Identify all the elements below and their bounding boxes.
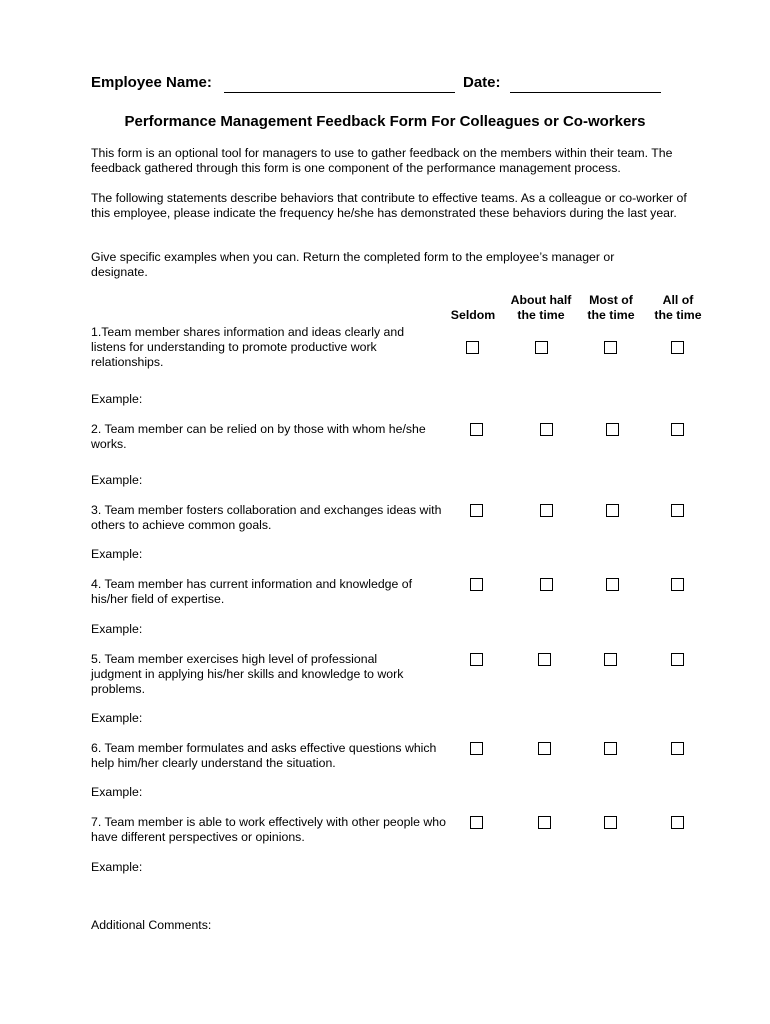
statement-7-about-half-checkbox[interactable]: [538, 816, 551, 829]
statement-6-all-checkbox[interactable]: [671, 742, 684, 755]
column-header-about-half: [505, 293, 577, 323]
statement-6-seldom-checkbox[interactable]: [470, 742, 483, 755]
statement-3-all-checkbox[interactable]: [671, 504, 684, 517]
statement-1-all-checkbox[interactable]: [671, 341, 684, 354]
statement-2-seldom-checkbox[interactable]: [470, 423, 483, 436]
statement-2: 2. Team member can be relied on by those with whom he/she works.: [91, 422, 426, 451]
statement-4-most-checkbox[interactable]: [606, 578, 619, 591]
statement-5-most-checkbox[interactable]: [604, 653, 617, 666]
intro-paragraph-2: The following statements describe behaviors that contribute to effective teams. As a colleague or co-worker of this employee, please indicate the frequency he/she has demonstrated these behaviors during the last year.: [91, 191, 687, 220]
column-header-most: [580, 293, 642, 323]
column-header-all: [648, 293, 708, 323]
statement-5: 5. Team member exercises high level of professional judgment in applying his/her skills and knowledge to work problems.: [91, 652, 404, 696]
date-field[interactable]: [510, 92, 661, 93]
statement-5-about-half-checkbox[interactable]: [538, 653, 551, 666]
statement-6: 6. Team member formulates and asks effective questions which help him/her clearly understand the situation.: [91, 741, 437, 770]
statement-5-example-label: Example:: [91, 711, 143, 725]
column-header-line: All of: [662, 293, 694, 307]
statement-2-example-label: Example:: [91, 473, 143, 487]
statement-6-about-half-checkbox[interactable]: [538, 742, 551, 755]
statement-7-all-checkbox[interactable]: [671, 816, 684, 829]
statement-6-example-label: Example:: [91, 785, 143, 799]
statement-7: 7. Team member is able to work effectively with other people who have different perspectives or opinions.: [91, 815, 446, 844]
statement-3: 3. Team member fosters collaboration and exchanges ideas with others to achieve common goals.: [91, 503, 442, 532]
column-header-line: the time: [517, 308, 565, 322]
statement-4-about-half-checkbox[interactable]: [540, 578, 553, 591]
statement-1: 1.Team member shares information and ideas clearly and listens for understanding to promote productive work relationships.: [91, 325, 405, 369]
statement-1-seldom-checkbox[interactable]: [466, 341, 479, 354]
statement-5-all-checkbox[interactable]: [671, 653, 684, 666]
statement-7-example-label: Example:: [91, 860, 143, 874]
employee-name-field[interactable]: [224, 92, 455, 93]
statement-3-most-checkbox[interactable]: [606, 504, 619, 517]
intro-paragraph-3: Give specific examples when you can. Return the completed form to the employee’s manager or designate.: [91, 250, 615, 279]
statement-2-most-checkbox[interactable]: [606, 423, 619, 436]
statement-7-most-checkbox[interactable]: [604, 816, 617, 829]
employee-name-label: Employee Name:: [91, 74, 212, 91]
date-label: Date:: [463, 74, 501, 91]
statement-2-all-checkbox[interactable]: [671, 423, 684, 436]
column-header-line: Seldom: [450, 308, 496, 322]
statement-2-about-half-checkbox[interactable]: [540, 423, 553, 436]
statement-1-most-checkbox[interactable]: [604, 341, 617, 354]
additional-comments-label: Additional Comments:: [91, 918, 212, 932]
column-header-line: the time: [587, 308, 635, 322]
column-header-line: the time: [654, 308, 702, 322]
statement-3-about-half-checkbox[interactable]: [540, 504, 553, 517]
statement-6-most-checkbox[interactable]: [604, 742, 617, 755]
statement-7-seldom-checkbox[interactable]: [470, 816, 483, 829]
intro-paragraph-1: This form is an optional tool for managers to use to gather feedback on the members within their team. The feedback gathered through this form is one component of the performance management process.: [91, 146, 673, 175]
form-title: Performance Management Feedback Form For Colleagues or Co-workers: [124, 113, 646, 130]
statement-1-about-half-checkbox[interactable]: [535, 341, 548, 354]
statement-5-seldom-checkbox[interactable]: [470, 653, 483, 666]
statement-3-example-label: Example:: [91, 547, 143, 561]
statement-4-all-checkbox[interactable]: [671, 578, 684, 591]
statement-3-seldom-checkbox[interactable]: [470, 504, 483, 517]
statement-4: 4. Team member has current information and knowledge of his/her field of expertise.: [91, 577, 413, 606]
column-header-line: Most of: [589, 293, 633, 307]
column-header-line: About half: [510, 293, 572, 307]
statement-4-example-label: Example:: [91, 622, 143, 636]
column-header-seldom: [445, 308, 501, 323]
statement-4-seldom-checkbox[interactable]: [470, 578, 483, 591]
statement-1-example-label: Example:: [91, 392, 143, 406]
